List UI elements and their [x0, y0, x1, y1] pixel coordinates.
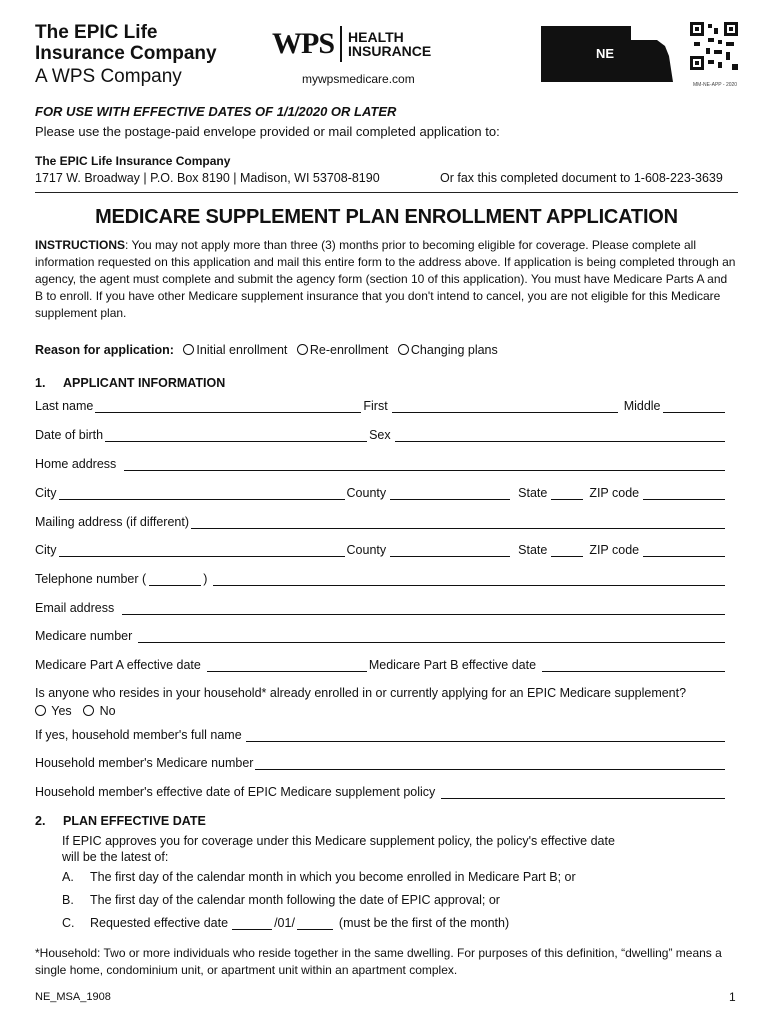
dob-label: Date of birth: [35, 428, 104, 442]
sex-field[interactable]: [395, 429, 725, 442]
part-b-date-field[interactable]: [542, 659, 725, 672]
section-number: 2.: [35, 814, 46, 828]
option-initial-enrollment[interactable]: Initial enrollment: [183, 343, 287, 357]
option-b-label: B.: [62, 893, 74, 907]
county-field[interactable]: [390, 487, 510, 500]
medicare-number-row: [35, 629, 727, 643]
logo-divider: [340, 26, 342, 62]
mailing-address-field[interactable]: [191, 516, 725, 529]
middle-name-field[interactable]: [663, 400, 725, 413]
reason-for-application: [35, 343, 498, 357]
sex-label: Sex: [369, 428, 391, 442]
city-label: City: [35, 543, 57, 557]
page-number: 1: [729, 990, 736, 1004]
no-option[interactable]: No: [83, 704, 115, 718]
telephone-field[interactable]: [213, 573, 725, 586]
household-name-label: If yes, household member's full name: [35, 728, 242, 742]
zip-label: ZIP code: [589, 486, 640, 500]
dob-row: [35, 428, 727, 442]
mailing-county-field[interactable]: [390, 544, 510, 557]
household-medicare-row: [35, 756, 727, 770]
option-a-text: The first day of the calendar month in which you become enrolled in Medicare Part B; or: [90, 870, 576, 884]
option-c-note: (must be the first of the month): [338, 916, 510, 930]
fax-instruction: Or fax this completed document to 1-608-223-3639: [440, 171, 723, 185]
last-name-label: Last name: [35, 399, 94, 413]
option-re-enrollment[interactable]: Re-enrollment: [297, 343, 389, 357]
plan-effective-intro: [62, 833, 615, 865]
email-field[interactable]: [122, 602, 725, 615]
option-a-label: A.: [62, 870, 74, 884]
telephone-row: [35, 572, 727, 586]
state-label: State: [518, 486, 548, 500]
household-yes-no: [35, 704, 116, 718]
option-a: [62, 870, 576, 884]
mailing-zip-field[interactable]: [643, 544, 725, 557]
home-address-row: [35, 457, 727, 471]
city-label: City: [35, 486, 57, 500]
radio-circle-icon[interactable]: [297, 344, 308, 355]
state-badge: NE: [595, 46, 615, 61]
radio-circle-icon[interactable]: [35, 705, 46, 716]
company-name: [35, 22, 217, 64]
logo-health: HEALTH: [348, 29, 404, 45]
section-title: PLAN EFFECTIVE DATE: [63, 814, 206, 828]
section-2-heading: [35, 814, 206, 828]
section-1-heading: [35, 376, 225, 390]
telephone-close-paren: ): [203, 572, 208, 586]
medicare-number-label: Medicare number: [35, 629, 133, 643]
first-name-label: First: [363, 399, 388, 413]
radio-circle-icon[interactable]: [398, 344, 409, 355]
household-effective-field[interactable]: [441, 786, 725, 799]
household-name-field[interactable]: [246, 729, 725, 742]
dob-field[interactable]: [105, 429, 367, 442]
area-code-field[interactable]: [149, 573, 201, 586]
website-link[interactable]: mywpsmedicare.com: [302, 72, 415, 86]
section-number: 1.: [35, 376, 46, 390]
household-medicare-field[interactable]: [255, 757, 725, 770]
household-medicare-label: Household member's Medicare number: [35, 756, 254, 770]
household-question: Is anyone who resides in your household* already enrolled in or currently applying for an EPIC Medicare supplement?: [35, 686, 687, 700]
option-b-text: The first day of the calendar month following the date of EPIC approval; or: [90, 893, 500, 907]
mailing-address-row: [35, 515, 727, 529]
mail-instruction: Please use the postage-paid envelope provided or mail completed application to:: [35, 124, 500, 139]
mailing-city-field[interactable]: [59, 544, 345, 557]
page-title: MEDICARE SUPPLEMENT PLAN ENROLLMENT APPLICATION: [95, 206, 678, 228]
zip-label: ZIP code: [589, 543, 640, 557]
yes-option[interactable]: Yes: [35, 704, 72, 718]
logo-insurance: INSURANCE: [348, 43, 432, 59]
name-row: [35, 399, 727, 413]
email-row: [35, 601, 727, 615]
logo-health-insurance: [348, 30, 431, 58]
household-effective-row: [35, 785, 727, 799]
city-field[interactable]: [59, 487, 345, 500]
reason-label: Reason for application:: [35, 343, 174, 357]
section-title: APPLICANT INFORMATION: [63, 376, 226, 390]
option-b: [62, 893, 500, 907]
instructions-paragraph: [35, 237, 737, 322]
last-name-field[interactable]: [95, 400, 361, 413]
part-a-date-field[interactable]: [207, 659, 367, 672]
telephone-label: Telephone number (: [35, 572, 147, 586]
company-subtitle: A WPS Company: [35, 66, 182, 87]
email-label: Email address: [35, 601, 115, 615]
requested-month-field[interactable]: [232, 917, 272, 930]
requested-year-field[interactable]: [297, 917, 333, 930]
county-label: County: [346, 543, 387, 557]
option-changing-plans[interactable]: Changing plans: [398, 343, 498, 357]
wps-logo-text: WPS: [272, 27, 335, 60]
home-address-field[interactable]: [124, 458, 725, 471]
instructions-text: : You may not apply more than three (3) months prior to becoming eligible for coverage. Please complete all information requested on this application and mail this entire form to the address above. If application is being completed through an agency, the agent must complete and submit the agency form (section 10 of this application). You must have Medicare Parts A and B to enroll. If you have other Medicare supplement insurance that you don't intend to cancel, you are not eligible for this Medicare supplement plan.: [35, 238, 736, 320]
radio-circle-icon[interactable]: [83, 705, 94, 716]
part-a-label: Medicare Part A effective date: [35, 658, 201, 672]
state-label: State: [518, 543, 548, 557]
middle-name-label: Middle: [623, 399, 661, 413]
qr-code-icon: [690, 22, 738, 70]
company-line-1: The EPIC Life: [35, 22, 158, 43]
option-c: [62, 916, 509, 930]
mailing-city-row: [35, 543, 727, 557]
household-name-row: [35, 728, 727, 742]
plan-intro-line-2: will be the latest of:: [62, 850, 169, 864]
date-separator: /01/: [274, 916, 295, 930]
home-address-label: Home address: [35, 457, 117, 471]
household-effective-label: Household member's effective date of EPIC Medicare supplement policy: [35, 785, 436, 799]
wps-logo: [272, 24, 431, 64]
part-b-label: Medicare Part B effective date: [368, 658, 537, 672]
mailing-company-name: The EPIC Life Insurance Company: [35, 154, 231, 168]
form-id: NE_MSA_1908: [35, 991, 111, 1003]
county-label: County: [346, 486, 387, 500]
medicare-number-field[interactable]: [138, 630, 725, 643]
mailing-address-label: Mailing address (if different): [35, 515, 190, 529]
instructions-label: INSTRUCTIONS: [35, 238, 125, 252]
plan-intro-line-1: If EPIC approves you for coverage under this Medicare supplement policy, the policy's effective date: [62, 834, 615, 848]
medicare-dates-row: [35, 658, 727, 672]
qr-caption: MM-NE-APP - 2020: [693, 82, 738, 88]
state-field[interactable]: [551, 487, 583, 500]
radio-circle-icon[interactable]: [183, 344, 194, 355]
household-footnote: *Household: Two or more individuals who reside together in the same dwelling. For purposes of this definition, “dwelling” means a single home, condominium unit, or apartment unit within an apartment complex.: [35, 946, 722, 977]
first-name-field[interactable]: [392, 400, 618, 413]
option-c-text: Requested effective date: [90, 916, 229, 930]
mailing-state-field[interactable]: [551, 544, 583, 557]
effective-dates-notice: FOR USE WITH EFFECTIVE DATES OF 1/1/2020 OR LATER: [35, 104, 397, 119]
zip-field[interactable]: [643, 487, 725, 500]
mailing-address: 1717 W. Broadway | P.O. Box 8190 | Madison, WI 53708-8190: [35, 171, 380, 185]
option-c-label: C.: [62, 916, 75, 930]
city-row: [35, 486, 727, 500]
company-line-2: Insurance Company: [35, 43, 217, 64]
header-divider: [35, 192, 738, 193]
nebraska-map-icon: [535, 22, 677, 93]
